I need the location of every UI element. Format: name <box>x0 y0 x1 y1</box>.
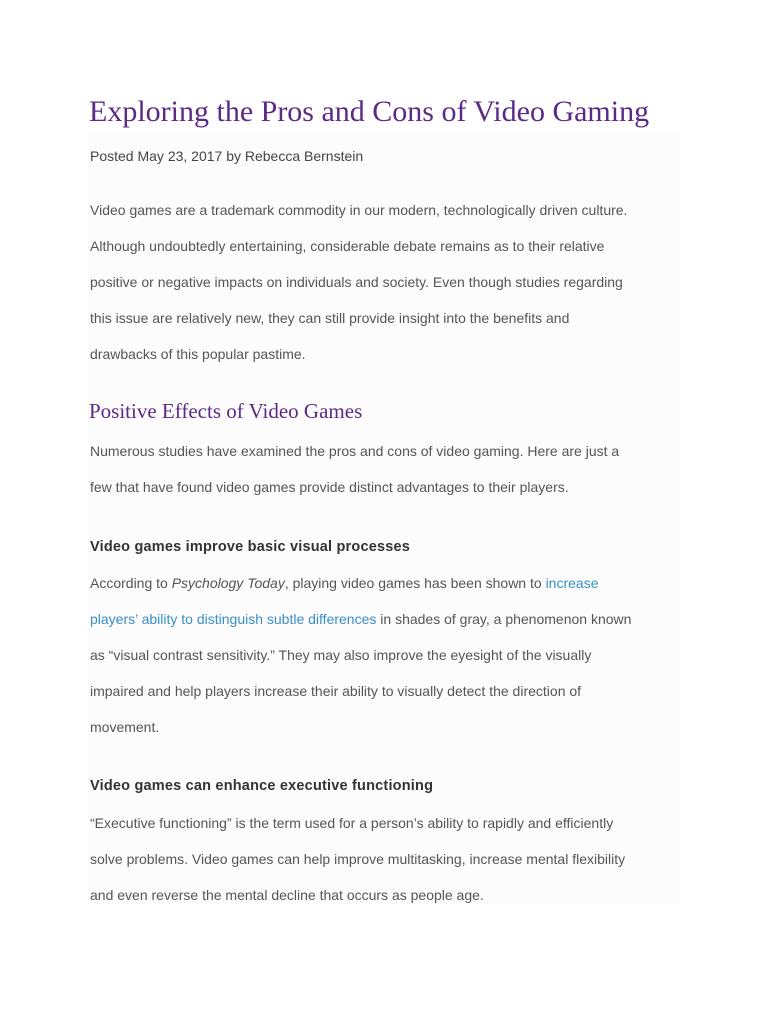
intro-line: Although undoubtedly entertaining, considerable debate remains as to their relative <box>90 238 605 254</box>
visual-processes-line <box>90 565 682 601</box>
visual-processes-line: movement. <box>90 719 160 735</box>
article-byline: Posted May 23, 2017 by Rebecca Bernstein <box>90 148 364 164</box>
subheading-visual-processes: Video games improve basic visual processes <box>90 539 411 555</box>
visual-processes-line: as “visual contrast sensitivity.” They may also improve the eyesight of the visually <box>90 647 592 663</box>
intro-line: positive or negative impacts on individuals and society. Even though studies regarding <box>90 274 623 290</box>
visual-processes-line <box>90 601 682 637</box>
source-psychology-today: Psychology Today <box>171 575 285 591</box>
visual-contrast-link-start[interactable]: increase <box>545 575 599 591</box>
section-heading-positive-effects: Positive Effects of Video Games <box>89 399 363 423</box>
executive-functioning-line: solve problems. Video games can help improve multitasking, increase mental flexibility <box>90 851 626 867</box>
article-title: Exploring the Pros and Cons of Video Gaming <box>89 95 650 128</box>
visual-contrast-link[interactable]: players’ ability to distinguish subtle differences <box>90 611 377 627</box>
text-fragment: According to <box>90 575 172 591</box>
executive-functioning-line: “Executive functioning” is the term used for a person’s ability to rapidly and efficiently <box>90 815 614 831</box>
intro-paragraph <box>90 192 682 372</box>
section-intro-line: Numerous studies have examined the pros and cons of video gaming. Here are just a <box>90 443 620 459</box>
intro-line: Video games are a trademark commodity in our modern, technologically driven culture. <box>90 202 628 218</box>
visual-processes-paragraph <box>90 565 682 745</box>
section-intro-line: few that have found video games provide distinct advantages to their players. <box>90 479 569 495</box>
subheading-executive-functioning: Video games can enhance executive functioning <box>90 778 434 794</box>
executive-functioning-paragraph <box>90 805 682 913</box>
intro-line: drawbacks of this popular pastime. <box>90 346 306 362</box>
text-fragment: , playing video games has been shown to <box>284 575 546 591</box>
visual-processes-line: impaired and help players increase their ability to visually detect the direction of <box>90 683 582 699</box>
executive-functioning-line: and even reverse the mental decline that occurs as people age. <box>90 887 484 903</box>
text-fragment: in shades of gray, a phenomenon known <box>376 611 632 627</box>
intro-line: this issue are relatively new, they can still provide insight into the benefits and <box>90 310 570 326</box>
section-intro-paragraph <box>90 433 682 505</box>
